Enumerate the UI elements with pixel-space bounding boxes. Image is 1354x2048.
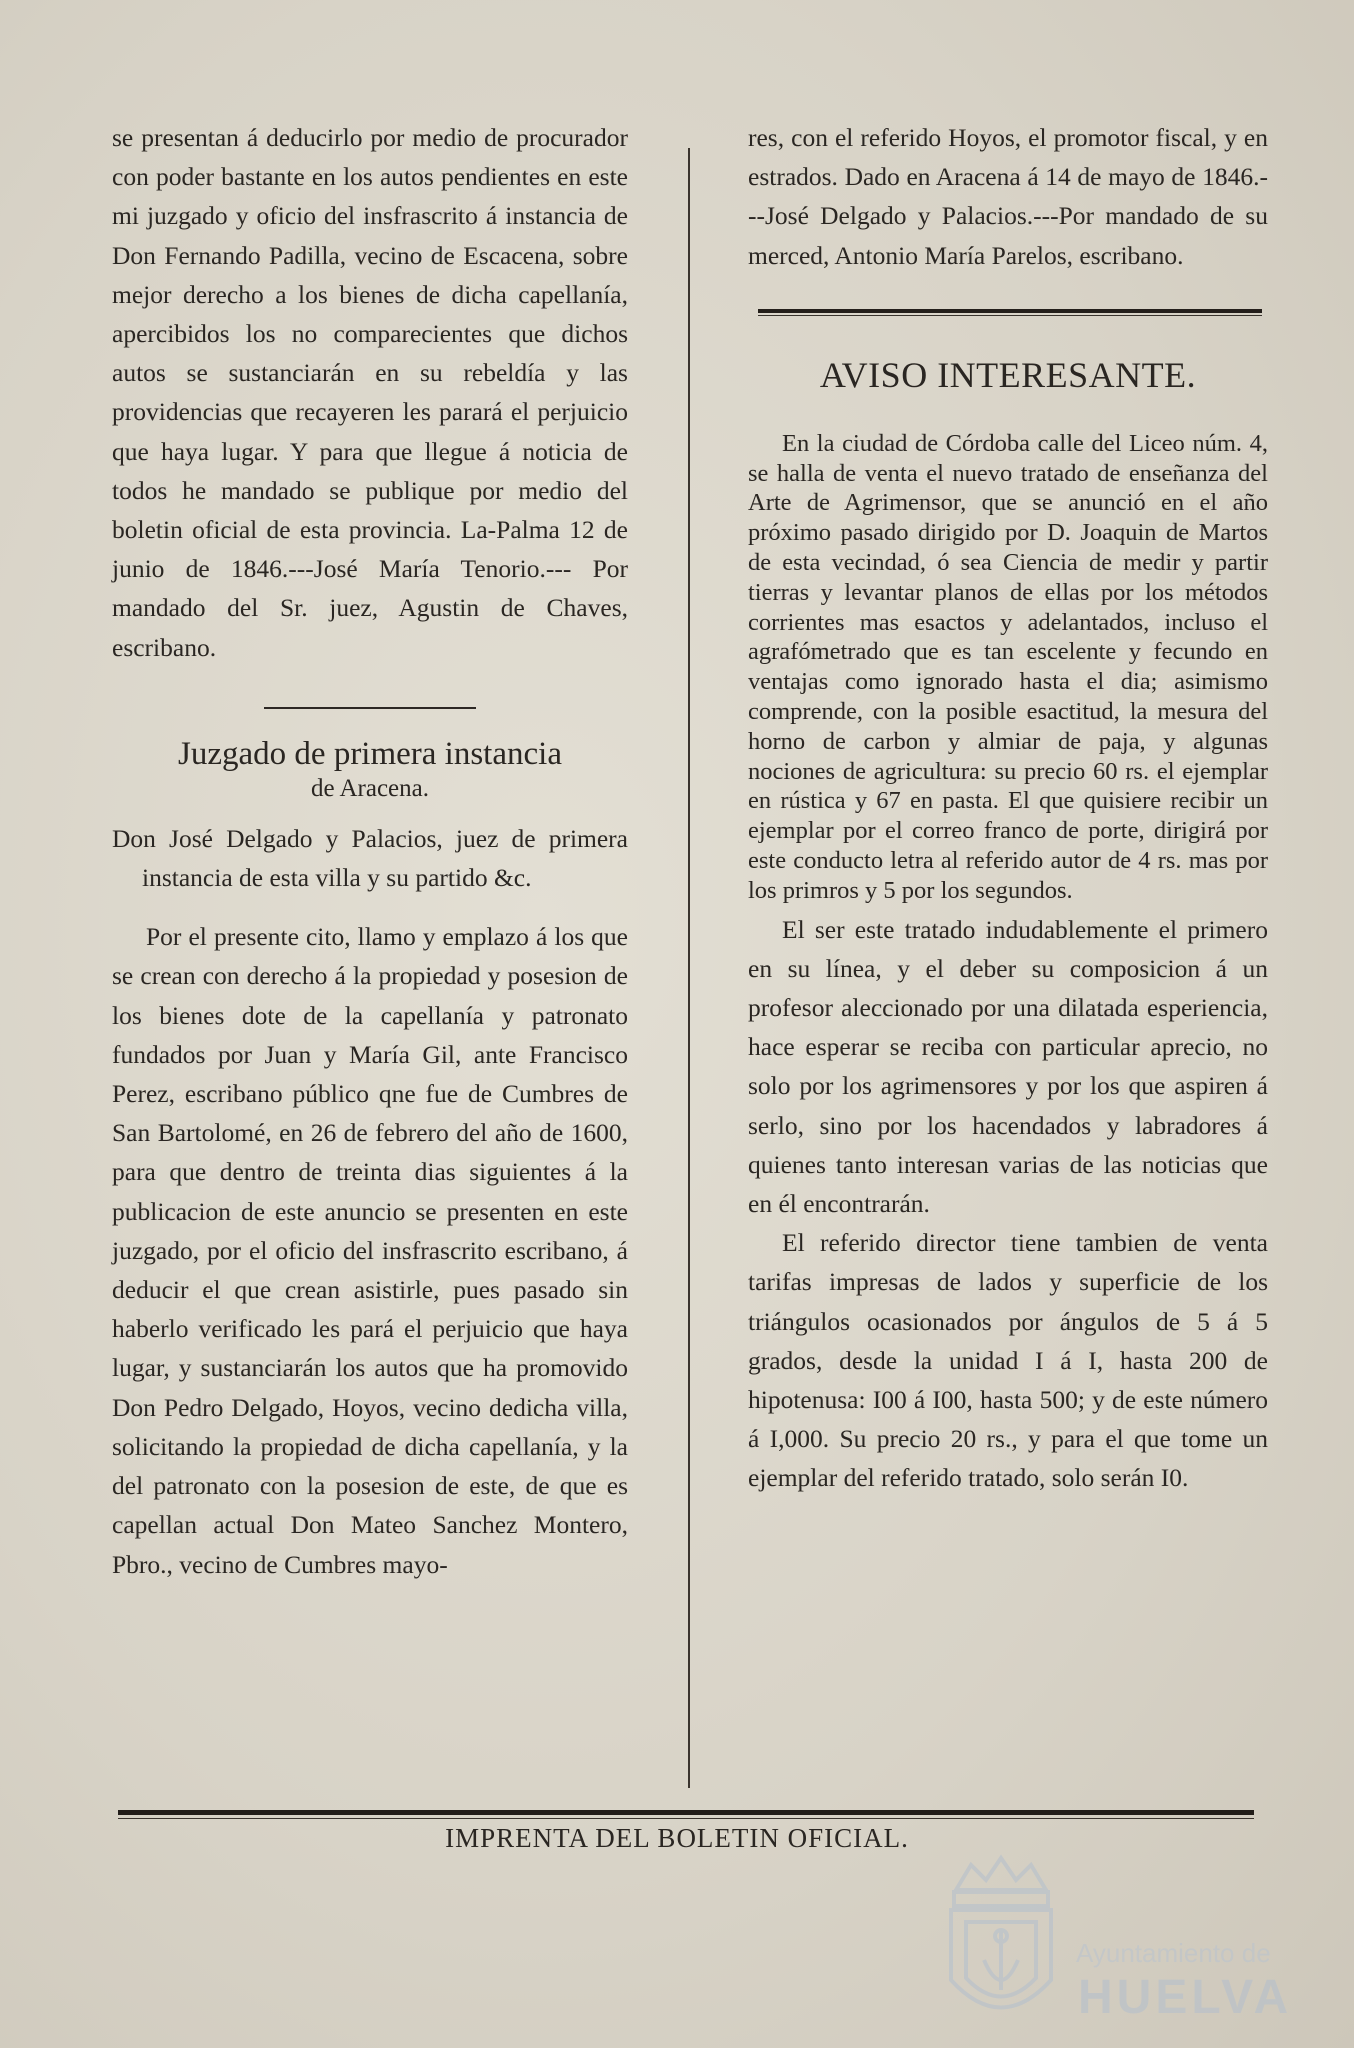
rule-thick (758, 309, 1262, 313)
coat-of-arms-icon (936, 1850, 1066, 2040)
footer-rule (118, 1810, 1254, 1815)
left-column (112, 118, 628, 1584)
aviso-heading: AVISO INTERESANTE. (819, 354, 1197, 395)
section-heading: Juzgado de primera instancia (178, 735, 562, 772)
aviso-text: En la ciudad de Córdoba calle del Liceo núm. 4, se halla de venta el nuevo tratado de enseñanza del Arte de Agrimensor, que se anunció en el año próximo pasado dirigido por D. Joaquin de Martos de esta vecindad, ó sea Ciencia de medir y partir tierras y levantar planos de ellas por los métodos corrientes mas esactos y adelantados, incluso el agrafómetrado que es tan escelente y fecundo en ventajas como ignorado hasta el dia; asimismo comprende, con la posible esactitud, la mesura del horno de carbon y almiar de paja, y algunas nociones de agricultura: su precio 60 rs. el ejemplar en rústica y 67 en pasta. El que quisiere recibir un ejemplar por el correo franco de porte, dirigirá por este conducto letra al referido autor de 4 rs. mas por los primros y 5 por los segundos. (748, 429, 1268, 904)
aviso-tariff-text: El referido director tiene tambien de venta tarifas impresas de lados y superficie de los triángulos ocasionados por ángulos de 5 á 5 grados, desde la unidad I á I, hasta 200 de hipotenusa: I00 á I00, hasta 500; y de este número á I,000. Su precio 20 rs., y para el que tome un ejemplar del referido tratado, solo serán I0. (748, 1228, 1268, 1493)
section-divider (264, 707, 476, 709)
right-column (748, 118, 1268, 1498)
summons-continuation: res, con el referido Hoyos, el promotor fiscal, y en estrados. Dado en Aracena á 14 de mayo de 1846.---José Delgado y Palacios.---Por mandado de su merced, Antonio María Parelos, escribano. (748, 123, 1268, 270)
watermark-line1: Ayuntamiento de (1076, 1938, 1271, 1968)
judge-intro: Don José Delgado y Palacios, juez de primera instancia de esta villa y su partido &c. (112, 823, 628, 893)
section-subheading: de Aracena. (311, 774, 429, 802)
aviso-praise-text: El ser este tratado indudablemente el primero en su línea, y el deber su composicion á un profesor aleccionado por una dilatada esperiencia, hace esperar se reciba con particular aprecio, no solo por los agrimensores y por los que aspiren á serlo, sino por los hacendados y labradores á quienes tanto interesan varias de las noticias que en él encontrarán. (748, 914, 1268, 1218)
summons-text: Por el presente cito, llamo y emplazo á los que se crean con derecho á la propiedad y posesion de los bienes dote de la capellanía y patronato fundados por Juan y María Gil, ante Francisco Perez, escribano público qne fue de Cumbres de San Bartolomé, en 26 de febrero del año de 1600, para que dentro de treinta dias siguientes á la publicacion de este anuncio se presenten en este juzgado, por el oficio del insfrascrito escribano, á deducir el que crean asistirle, pues pasado sin haberlo verificado les pará el perjuicio que haya lugar, y sustanciarán los autos que ha promovido Don Pedro Delgado, Hoyos, vecino dedicha villa, solicitando la propiedad de dicha capellanía, y la del patronato con la posesion de este, de que es capellan actual Don Mateo Sanchez Montero, Pbro., vecino de Cumbres mayo- (112, 922, 628, 1579)
ayuntamiento-watermark (936, 1850, 1296, 2030)
rule-thin (758, 315, 1262, 316)
continued-notice-text: se presentan á deducirlo por medio de procurador con poder bastante en los autos pendientes en este mi juzgado y oficio del insfrascrito á instancia de Don Fernando Padilla, vecino de Escacena, sobre mejor derecho a los bienes de dicha capellanía, apercibidos los no comparecientes que dichos autos se sustanciarán en su rebeldía y las providencias que recayeren les parará el perjuicio que haya lugar. Y para que llegue á noticia de todos he mandado se publique por medio del boletin oficial de esta provincia. La-Palma 12 de junio de 1846.---José María Tenorio.--- Por mandado del Sr. juez, Agustin de Chaves, escribano. (112, 123, 628, 662)
column-divider (688, 148, 690, 1788)
imprint-line: IMPRENTA DEL BOLETIN OFICIAL. (445, 1823, 909, 1853)
double-rule-divider (758, 309, 1262, 315)
watermark-line2: HUELVA (1078, 1971, 1293, 2024)
